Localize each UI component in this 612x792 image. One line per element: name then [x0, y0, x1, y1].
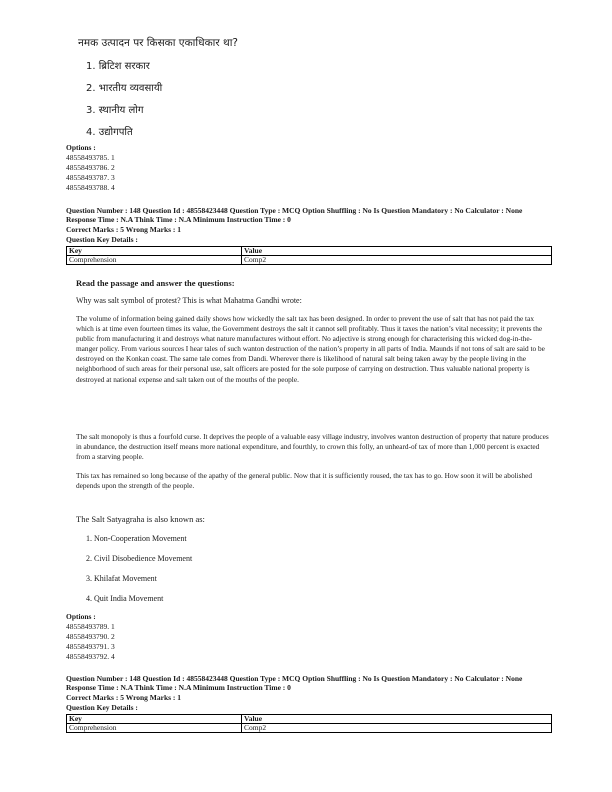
q2-option-1: 1. Non-Cooperation Movement	[86, 534, 187, 543]
table-row	[67, 724, 552, 733]
q1-option-id-1: 48558493785. 1	[66, 153, 115, 162]
table-header-value: Value	[242, 247, 552, 256]
q1-option-4: 4. उद्योगपति	[86, 127, 133, 138]
q2-option-4: 4. Quit India Movement	[86, 594, 164, 603]
question-1-text: नमक उत्पादन पर किसका एकाधिकार था?	[78, 37, 238, 49]
q2-option-id-3: 48558493791. 3	[66, 642, 115, 651]
table-cell-value: Comp2	[242, 724, 552, 733]
table-header-key: Key	[67, 715, 242, 724]
meta1-response-time: Response Time : N.A Think Time : N.A Minimum Instruction Time : 0	[66, 215, 291, 224]
q2-option-3: 3. Khilafat Movement	[86, 574, 157, 583]
table-header-value: Value	[242, 715, 552, 724]
meta2-response-time: Response Time : N.A Think Time : N.A Minimum Instruction Time : 0	[66, 683, 291, 692]
question-2-text: The Salt Satyagraha is also known as:	[76, 514, 205, 524]
table-row	[67, 256, 552, 265]
meta2-question-info: Question Number : 148 Question Id : 48558423448 Question Type : MCQ Option Shuffling : No Is Question Mandatory : No Calculator : None	[66, 674, 523, 683]
q1-option-3: 3. स्थानीय लोग	[86, 105, 144, 116]
q1-option-id-3: 48558493787. 3	[66, 173, 115, 182]
table-cell-key: Comprehension	[67, 724, 242, 733]
q2-option-2: 2. Civil Disobedience Movement	[86, 554, 193, 563]
table-header-key: Key	[67, 247, 242, 256]
table-cell-key: Comprehension	[67, 256, 242, 265]
q1-option-id-4: 48558493788. 4	[66, 183, 115, 192]
q2-option-id-2: 48558493790. 2	[66, 632, 115, 641]
q1-option-2: 2. भारतीय व्यवसायी	[86, 83, 163, 94]
meta1-question-info: Question Number : 148 Question Id : 48558423448 Question Type : MCQ Option Shuffling : No Is Question Mandatory : No Calculator : None	[66, 206, 523, 215]
meta1-key-details: Question Key Details :	[66, 235, 138, 244]
meta1-marks: Correct Marks : 5 Wrong Marks : 1	[66, 225, 182, 234]
q1-option-1: 1. ब्रिटिश सरकार	[86, 61, 150, 72]
table-row	[67, 247, 552, 256]
q2-option-id-4: 48558493792. 4	[66, 652, 115, 661]
passage-paragraph-1: The volume of information being gained daily shows how wickedly the salt tax has been designed. In order to prevent the use of salt that has not paid the tax which is at time even fourteen times its value, the Government destroys the salt it cannot sell profitably. Thus it taxes the nation’s vital necessity; it prevents the public from manufacturing it and destroys what nature manufactures without effort. No adjective is strong enough for characterising this wicked dog-in-the-manger policy. From various sources I hear tales of such wanton destruction of the nation’s property in all parts of India. Maunds if not tons of salt are said to be destroyed on the Konkan coast. The same tale comes from Dandi. Wherever there is likelihood of natural salt being taken away by the people living in the neighborhood of such areas for their personal use, salt officers are posted for the sole purpose of carrying on destruction. Thus valuable national property is destroyed at national expense and salt taken out of the mouths of the people.	[76, 314, 545, 384]
meta2-marks: Correct Marks : 5 Wrong Marks : 1	[66, 693, 182, 702]
passage-paragraph-2: The salt monopoly is thus a fourfold curse. It deprives the people of a valuable easy village industry, involves wanton destruction of property that nature produces in abundance, the destruction itself means more national expenditure, and fourthly, to crown this folly, an unheard-of tax of more than 1,000 percent is exacted from a starving people.	[76, 432, 549, 462]
meta1-key-table	[66, 246, 552, 265]
passage-heading: Read the passage and answer the questions:	[76, 278, 235, 288]
passage-paragraph-3: This tax has remained so long because of the apathy of the general public. Now that it is sufficiently roused, the tax has to go. How soon it will be abolished depends upon the strength of the people.	[76, 471, 533, 491]
q2-options-label: Options :	[66, 612, 96, 621]
passage-intro: Why was salt symbol of protest? This is what Mahatma Gandhi wrote:	[76, 296, 302, 305]
table-row	[67, 715, 552, 724]
q2-option-id-1: 48558493789. 1	[66, 622, 115, 631]
meta2-key-details: Question Key Details :	[66, 703, 138, 712]
meta2-key-table	[66, 714, 552, 733]
q1-options-label: Options :	[66, 143, 96, 152]
q1-option-id-2: 48558493786. 2	[66, 163, 115, 172]
table-cell-value: Comp2	[242, 256, 552, 265]
